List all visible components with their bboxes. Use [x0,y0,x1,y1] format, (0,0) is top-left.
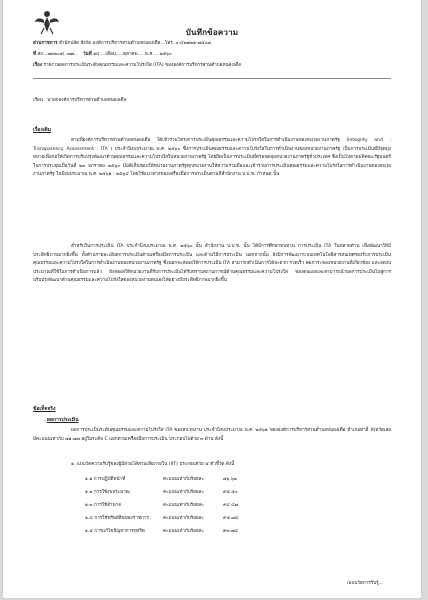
score-row: ๑.๑ การปฏิบัติหน้าที่ คะแนนเท่ากับร้อยละ ๗๖.๖๒ [85,477,237,482]
memo-title: บันทึกข้อความ [185,28,239,37]
score-row: ๑.๕ การแก้ไขปัญหาการทุจริต คะแนนเท่ากับร้อยละ ๙๓.๗๔ [85,529,238,534]
results-paragraph: ผลการประเมินระดับคุณธรรมและความโปร่งใส ITA ของหน่วยงาน ประจำปีงบประมาณ พ.ศ. ๒๕๖๑ ขององค์การบริหารส่วนตำบลหนองเดือ อำเภอท่าลี่ จังหวัดเลย มีคะแนนเท่ากับ ๗๑.๗๗ อยู่ในระดับ C แยกตามเครื่องมือการประเมิน ประกอบไปด้วย ๓ ด้าน ดังนี้ [33,428,391,442]
to-line: เรียน นายกองค์การบริหารส่วนตำบลหนองเดือ [33,98,127,103]
score-row: ๑.๒ การใช้งบประมาณ คะแนนเท่ากับร้อยละ ๙๕.๕๐ [85,490,238,495]
ref-date-line: ที่ สถ...๗๓๒๐๑/..๗๗... วันที่ ๑๔ ...เดือน.....ตุลาคม.....พ.ศ.....๒๕๖๐ [33,52,172,57]
document-page [3,0,421,598]
background-paragraph-1: ตามที่องค์การบริหารส่วนตำบลหนองเดือ ได้เข้าร่วมโครงการประเมินคุณธรรมและความโปร่งใสในการดำเนินงานของหน่วยงานภาครัฐ (Integrity and : Transparency Assessment : ITA ) ประจำปีงบประมาณ พ.ศ. ๒๕๖๐ ซึ่งการประเมินคุณธรรมและความโปร่งใสในการดำเนินงานของหน่วยงานภาครัฐ เป็นการประเมินที่มีจุดมุ่งหมายเพื่อก่อให้เกิดการปรับปรุงพัฒนาด้านคุณธรรมและความโปร่งใสในหน่วยงานภาครัฐ โดยยึดเป็นการประเมินที่ครอบคลุมหน่วยงานภาครัฐทั่วประเทศ ซึ่งเป็นไปตามมติคณะรัฐมนตรีในการประชุมเมื่อวันที่ ๒๓ มกราคม ๒๕๖๐ มีมติเห็นชอบให้หน่วยงานภาครัฐทุกหน่วยงานให้ความร่วมมือและเข้าร่วมการประเมินคุณธรรมและความโปร่งใสการดำเนินงานของหน่วยงานภาครัฐ ในปีงบประมาณ พ.ศ. ๒๕๖๑ - ๒๕๖๔ โดยใช้แนวทางของเครื่องมือการประเมินตามที่สำนักงาน ป.ป.ช. กำหนด นั้น [33,138,391,178]
continued-note: /แบบวัดการรับรู้... [347,581,383,586]
item-1-heading: ๑. แบบวัดความรับรู้ของผู้มีส่วนได้ส่วนเสียภายใน (IIT) ประกอบด้วย ๕ ตัวชี้วัด ดังนี้ [71,462,235,467]
subject-line: เรื่อง รายงานผลการประเมินระดับคุณธรรมและความโปร่งใส (ITA) ขององค์การบริหารส่วนตำบลหนองเดือ [33,63,241,68]
section-heading-facts: ข้อเท็จจริง [33,406,56,412]
section-heading-background: เรื่องเดิม [33,127,52,133]
score-row: ๑.๔ การใช้ทรัพย์สินของราชการ คะแนนเท่ากับร้อยละ ๙๕.๗๘ [85,516,239,521]
background-paragraph-2: สำหรับในการประเมิน ITA ประจำปีงบประมาณ พ.ศ. ๒๕๖๐ นั้น สำนักงาน ป.ป.ช. นั้น ได้มีการศึกษาทบทวน การประเมิน ITA ในหลายด้าน เพื่อพัฒนาให้มีประสิทธิภาพมากยิ่งขึ้น ทั้งด้านรายละเอียดการประเมินด้านเครื่องมือการประเมิน และด้านวิธีการประเมิน นอกจากนั้น ยังมีการพัฒนาระบบเทคโนโลยีสารสนเทศรองรับการประเมิน คุณธรรมและความโปร่งใสในการดำเนินงานของหน่วยงานภาครัฐ ซึ่งนอกจะส่งผลให้การประเมิน ITA สามารถดำเนินการได้สะดวก รวดเร็ว ลดภาระของหน่วยงานที่เกี่ยวข้อง และลดงบประมาณที่ใช้ในการดำเนินการแล้ว ยังส่งผลให้หน่วยงานที่รับการประเมินได้รับทราบสถานการณ์ด้านคุณธรรมและความโปร่งใส ของตนเองและสามารถนำผลการประเมินไปสู่การปรับปรุงพัฒนาด้านคุณธรรมและความโปร่งใสของหน่วยงานตนเองได้อย่างมีประสิทธิภาพมากยิ่งขึ้น [33,244,391,284]
header-divider [33,78,391,79]
agency-line: ส่วนราชการ สำนักปลัด สังกัด องค์การบริหารส่วนตำบลหนองเดือ...โทร..๐-๔๒๗๒๑-๗๕๐๗ [33,41,211,46]
score-row: ๑.๓ การใช้อำนาจ คะแนนเท่ากับร้อยละ ๙๔.๔๗ [85,503,239,508]
subheading-results: ผลการประเมิน [47,417,79,423]
